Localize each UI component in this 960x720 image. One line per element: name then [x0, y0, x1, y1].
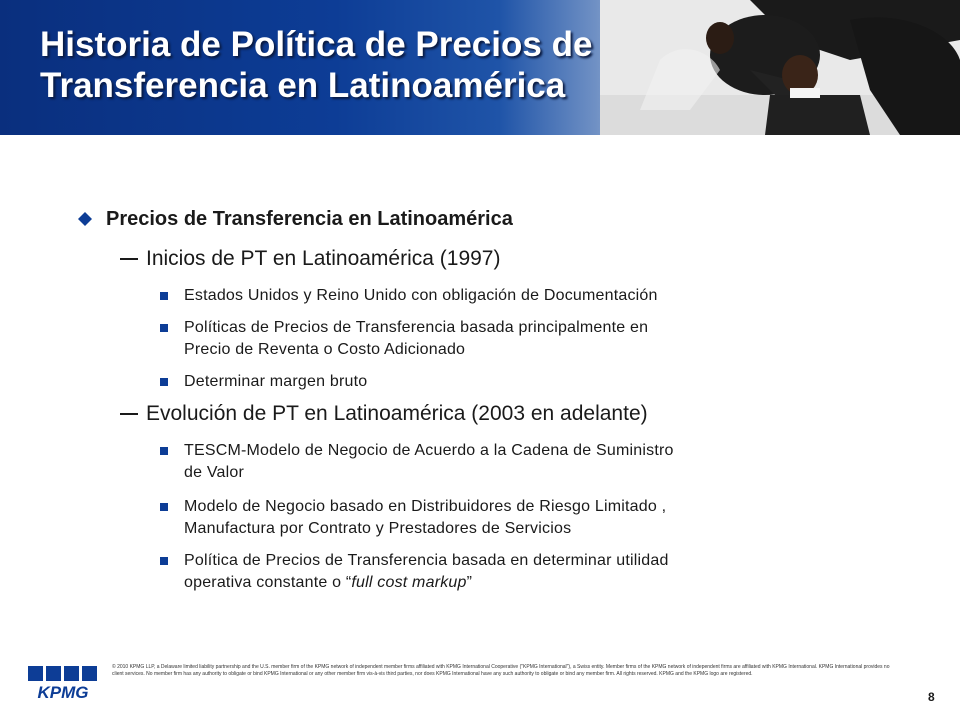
bullet-line: Precio de Reventa o Costo Adicionado: [184, 341, 466, 358]
slide-title-line-1: Historia de Política de Precios de: [40, 25, 593, 64]
square-bullet-icon: [160, 557, 168, 565]
kpmg-logo: [28, 666, 98, 702]
bullet-line: Modelo de Negocio basado en Distribuidores de Riesgo Limitado ,: [184, 498, 667, 515]
square-bullet-icon: [160, 324, 168, 332]
bullet-line: TESCM-Modelo de Negocio de Acuerdo a la Cadena de Suministro: [184, 442, 674, 459]
main-heading: Precios de Transferencia en Latinoamérica: [106, 208, 513, 230]
bullet-line: operativa constante o “: [184, 574, 352, 591]
bullet-item: [184, 496, 834, 540]
square-bullet-icon: [160, 503, 168, 511]
dash-bullet-icon: [120, 258, 138, 260]
bullet-item: [184, 317, 834, 361]
page-number: 8: [928, 690, 935, 704]
square-bullet-icon: [160, 378, 168, 386]
bullet-item: Estados Unidos y Reino Unido con obligación de Documentación: [184, 287, 658, 304]
bullet-line: Política de Precios de Transferencia basada en determinar utilidad: [184, 552, 669, 569]
square-bullet-icon: [160, 292, 168, 300]
diamond-bullet-icon: [78, 212, 92, 226]
bullet-emphasis: full cost markup: [351, 574, 467, 591]
bullet-item: [184, 550, 834, 594]
bullet-line: ”: [466, 574, 473, 591]
slide-title-line-2: Transferencia en Latinoamérica: [40, 66, 566, 105]
kpmg-logo-text: KPMG: [37, 683, 89, 702]
legal-disclaimer: © 2010 KPMG LLP, a Delaware limited liability partnership and the U.S. member firm of the KPMG network of independent member firms affiliated with KPMG International Cooperative ("KPMG International"), a Swiss entity. Member firms of the KPMG network of independent firms are affiliated with KPMG International. KPMG International provides no client services. No member firm has any authority to obligate or bind KPMG International or any other member firm vis-à-vis third parties, nor does KPMG International have any such authority to obligate or bind any member firm. All rights reserved. KPMG and the KPMG logo are registered.: [112, 664, 890, 677]
section-label: Evolución de PT en Latinoamérica (2003 en adelante): [146, 402, 648, 425]
section-label: Inicios de PT en Latinoamérica (1997): [146, 247, 501, 270]
bullet-line: de Valor: [184, 464, 245, 481]
bullet-item: Determinar margen bruto: [184, 373, 368, 390]
dash-bullet-icon: [120, 413, 138, 415]
bullet-item: [184, 440, 834, 484]
bullet-line: Políticas de Precios de Transferencia basada principalmente en: [184, 319, 649, 336]
bullet-line: Manufactura por Contrato y Prestadores de Servicios: [184, 520, 572, 537]
square-bullet-icon: [160, 447, 168, 455]
